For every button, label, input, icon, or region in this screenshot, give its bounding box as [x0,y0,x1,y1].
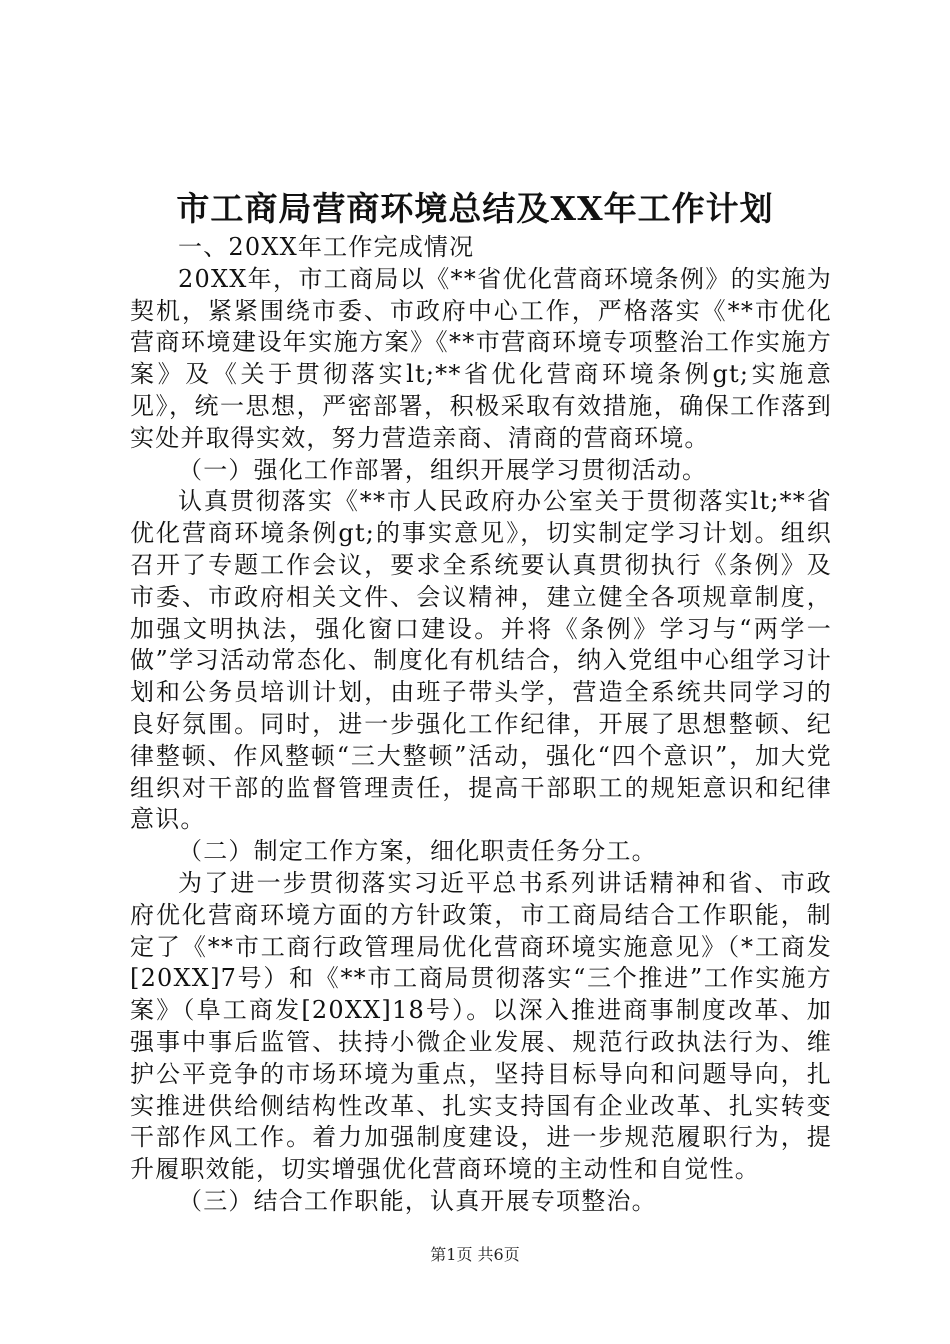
paragraph-2: 认真贯彻落实《**市人民政府办公室关于贯彻落实lt;**省优化营商环境条例gt;的事实意见》，切实制定学习计划。组织召开了专题工作会议，要求全系统要认真贯彻执行《条例》及市委、市政府相关文件、会议精神，建立健全各项规章制度，加强文明执法，强化窗口建设。并将《条例》学习与“两学一做”学习活动常态化、制度化有机结合，纳入党组中心组学习计划和公务员培训计划，由班子带头学，营造全系统共同学习的良好氛围。同时，进一步强化工作纪律，开展了思想整顿、纪律整顿、作风整顿“三大整顿”活动，强化“四个意识”，加大党组织对干部的监督管理责任，提高干部职工的规矩意识和纪律意识。 [130,487,832,834]
paragraph-3: 为了进一步贯彻落实习近平总书系列讲话精神和省、市政府优化营商环境方面的方针政策，市工商局结合工作职能，制定了《**市工商行政管理局优化营商环境实施意见》（*工商发[20XX]7号）和《**市工商局贯彻落实“三个推进”工作实施方案》（阜工商发[20XX]18号）。以深入推进商事制度改革、加强事中事后监管、扶持小微企业发展、规范行政执法行为、维护公平竞争的市场环境为重点，坚持目标导向和问题导向，扎实推进供给侧结构性改革、扎实支持国有企业改革、扎实转变干部作风工作。着力加强制度建设，进一步规范履职行为，提升履职效能，切实增强优化营商环境的主动性和自觉性。 [130,868,832,1184]
subsection-heading-2: （二）制定工作方案，细化职责任务分工。 [178,837,657,866]
page-number-footer: 第1页 共6页 [430,1245,520,1264]
document-title: 市工商局营商环境总结及XX年工作计划 [176,189,774,228]
paragraph-1: 20XX年，市工商局以《**省优化营商环境条例》的实施为契机，紧紧围绕市委、市政府中心工作，严格落实《**市优化营商环境建设年实施方案》《**市营商环境专项整治工作实施方案》及《关于贯彻落实lt;**省优化营商环境条例gt;实施意见》，统一思想，严密部署，积极采取有效措施，确保工作落到实处并取得实效，努力营造亲商、清商的营商环境。 [130,264,832,452]
section-heading-1: 一、20XX年工作完成情况 [178,233,475,261]
subsection-heading-1: （一）强化工作部署，组织开展学习贯彻活动。 [178,455,708,484]
subsection-heading-3: （三）结合工作职能，认真开展专项整治。 [178,1186,657,1215]
document-body [130,232,832,1218]
